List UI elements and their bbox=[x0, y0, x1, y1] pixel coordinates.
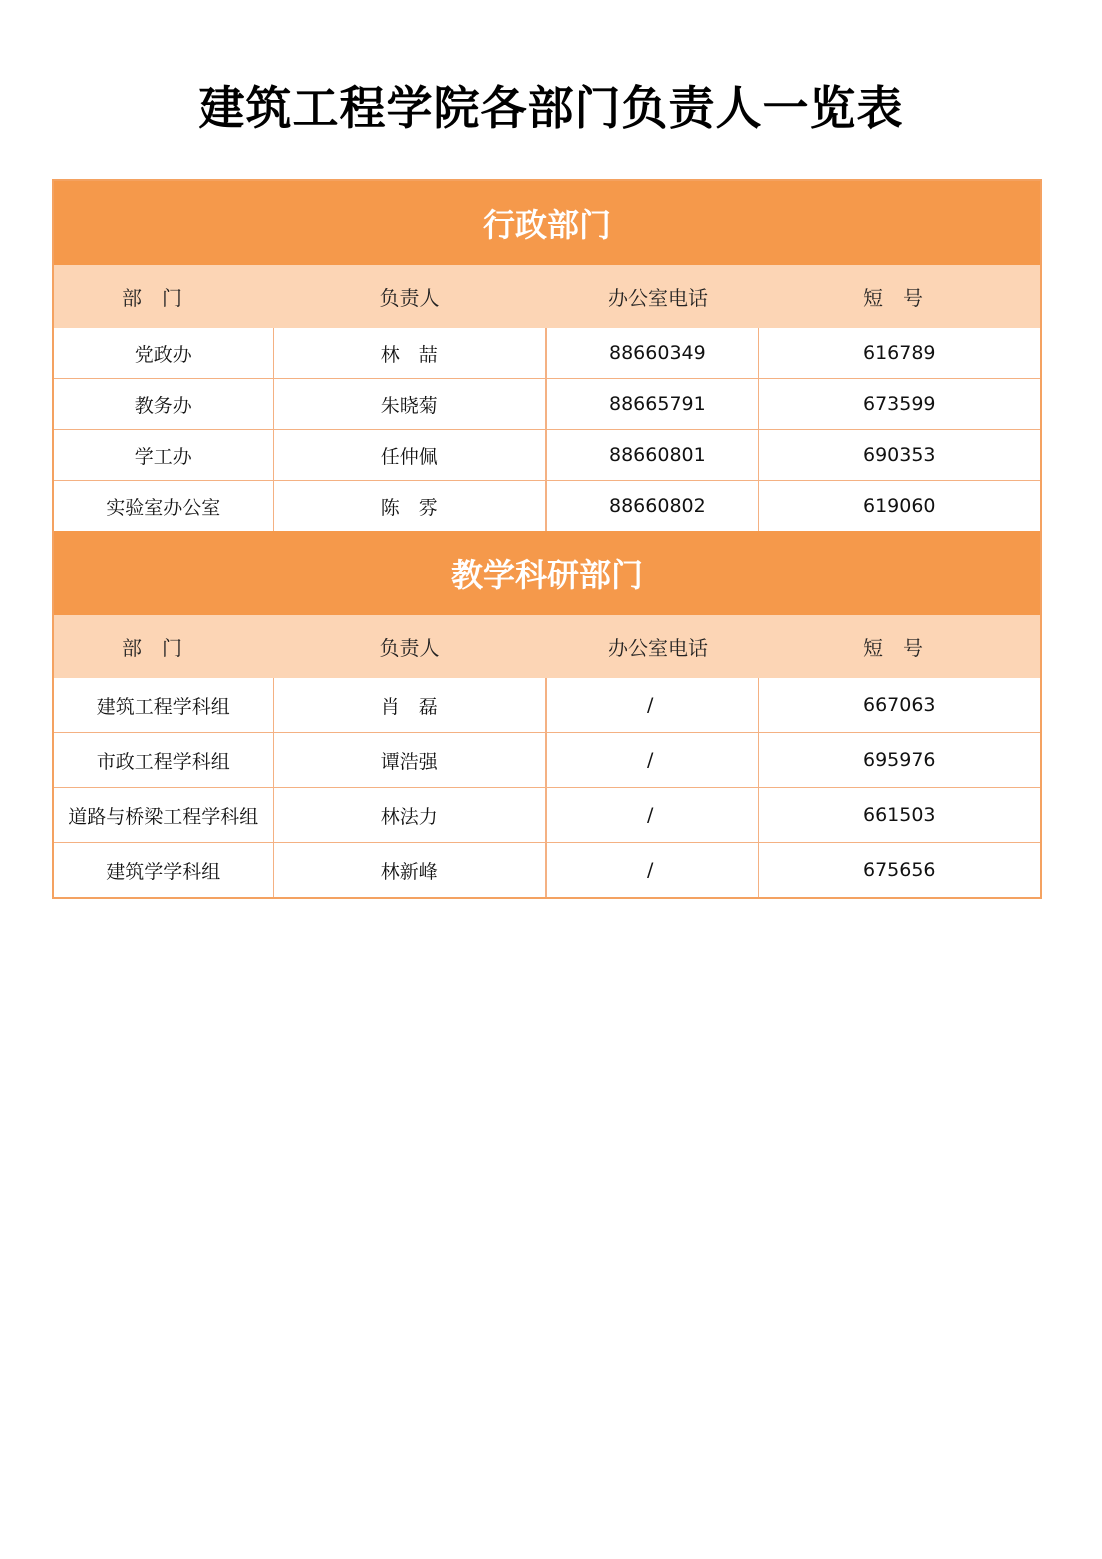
cell-person: 陈 雰 bbox=[273, 481, 546, 532]
cell-phone: / bbox=[546, 733, 758, 788]
cell-department: 实验室办公室 bbox=[54, 481, 273, 532]
department-directory-table bbox=[52, 179, 1042, 899]
page-title: 建筑工程学院各部门负责人一览表 bbox=[198, 81, 904, 135]
column-header-short-number: 短 号 bbox=[758, 265, 1040, 328]
table-row bbox=[54, 678, 1040, 733]
cell-phone: 88665791 bbox=[546, 379, 758, 430]
section-teaching-research bbox=[54, 531, 1040, 897]
section-title: 行政部门 bbox=[54, 181, 1040, 265]
column-header-short-number: 短 号 bbox=[758, 615, 1040, 678]
cell-phone: 88660802 bbox=[546, 481, 758, 532]
table-row bbox=[54, 430, 1040, 481]
table-row bbox=[54, 379, 1040, 430]
column-header-department: 部 门 bbox=[54, 615, 273, 678]
column-header-phone: 办公室电话 bbox=[546, 615, 758, 678]
cell-department: 建筑工程学科组 bbox=[54, 678, 273, 733]
column-header-department: 部 门 bbox=[54, 265, 273, 328]
cell-person: 肖 磊 bbox=[273, 678, 546, 733]
table-row bbox=[54, 788, 1040, 843]
cell-short-number: 619060 bbox=[862, 495, 936, 517]
cell-person: 朱晓菊 bbox=[273, 379, 546, 430]
column-header-row bbox=[54, 615, 1040, 678]
cell-short-number: 695976 bbox=[758, 733, 1040, 788]
cell-person: 林新峰 bbox=[273, 843, 546, 898]
cell-department: 学工办 bbox=[54, 430, 273, 481]
section-header-row bbox=[54, 531, 1040, 615]
cell-department: 教务办 bbox=[54, 379, 273, 430]
cell-person: 林法力 bbox=[273, 788, 546, 843]
section-title: 教学科研部门 bbox=[54, 531, 1040, 615]
cell-short-number: 690353 bbox=[758, 430, 1040, 481]
column-header-person: 负责人 bbox=[273, 615, 546, 678]
cell-short-number: 667063 bbox=[758, 678, 1040, 733]
cell-department: 道路与桥梁工程学科组 bbox=[54, 788, 273, 843]
cell-phone: / bbox=[546, 678, 758, 733]
column-header-phone: 办公室电话 bbox=[546, 265, 758, 328]
table-row bbox=[54, 733, 1040, 788]
section-administrative bbox=[54, 181, 1040, 531]
cell-short-number: 661503 bbox=[758, 788, 1040, 843]
cell-department: 党政办 bbox=[54, 328, 273, 379]
cell-department: 建筑学学科组 bbox=[54, 843, 273, 898]
column-header-person: 负责人 bbox=[273, 265, 546, 328]
cell-person: 谭浩强 bbox=[273, 733, 546, 788]
cell-phone: / bbox=[546, 788, 758, 843]
cell-short-number: 616789 bbox=[758, 328, 1040, 379]
table-row bbox=[54, 843, 1040, 898]
cell-person: 任仲佩 bbox=[273, 430, 546, 481]
table-row bbox=[54, 328, 1040, 379]
cell-phone: 88660801 bbox=[546, 430, 758, 481]
cell-person: 林 喆 bbox=[273, 328, 546, 379]
section-header-row bbox=[54, 181, 1040, 265]
cell-department: 市政工程学科组 bbox=[54, 733, 273, 788]
table-row bbox=[54, 481, 1040, 532]
cell-short-number: 673599 bbox=[758, 379, 1040, 430]
column-header-row bbox=[54, 265, 1040, 328]
cell-phone: / bbox=[546, 843, 758, 898]
cell-phone: 88660349 bbox=[546, 328, 758, 379]
cell-short-number: 675656 bbox=[862, 859, 936, 881]
